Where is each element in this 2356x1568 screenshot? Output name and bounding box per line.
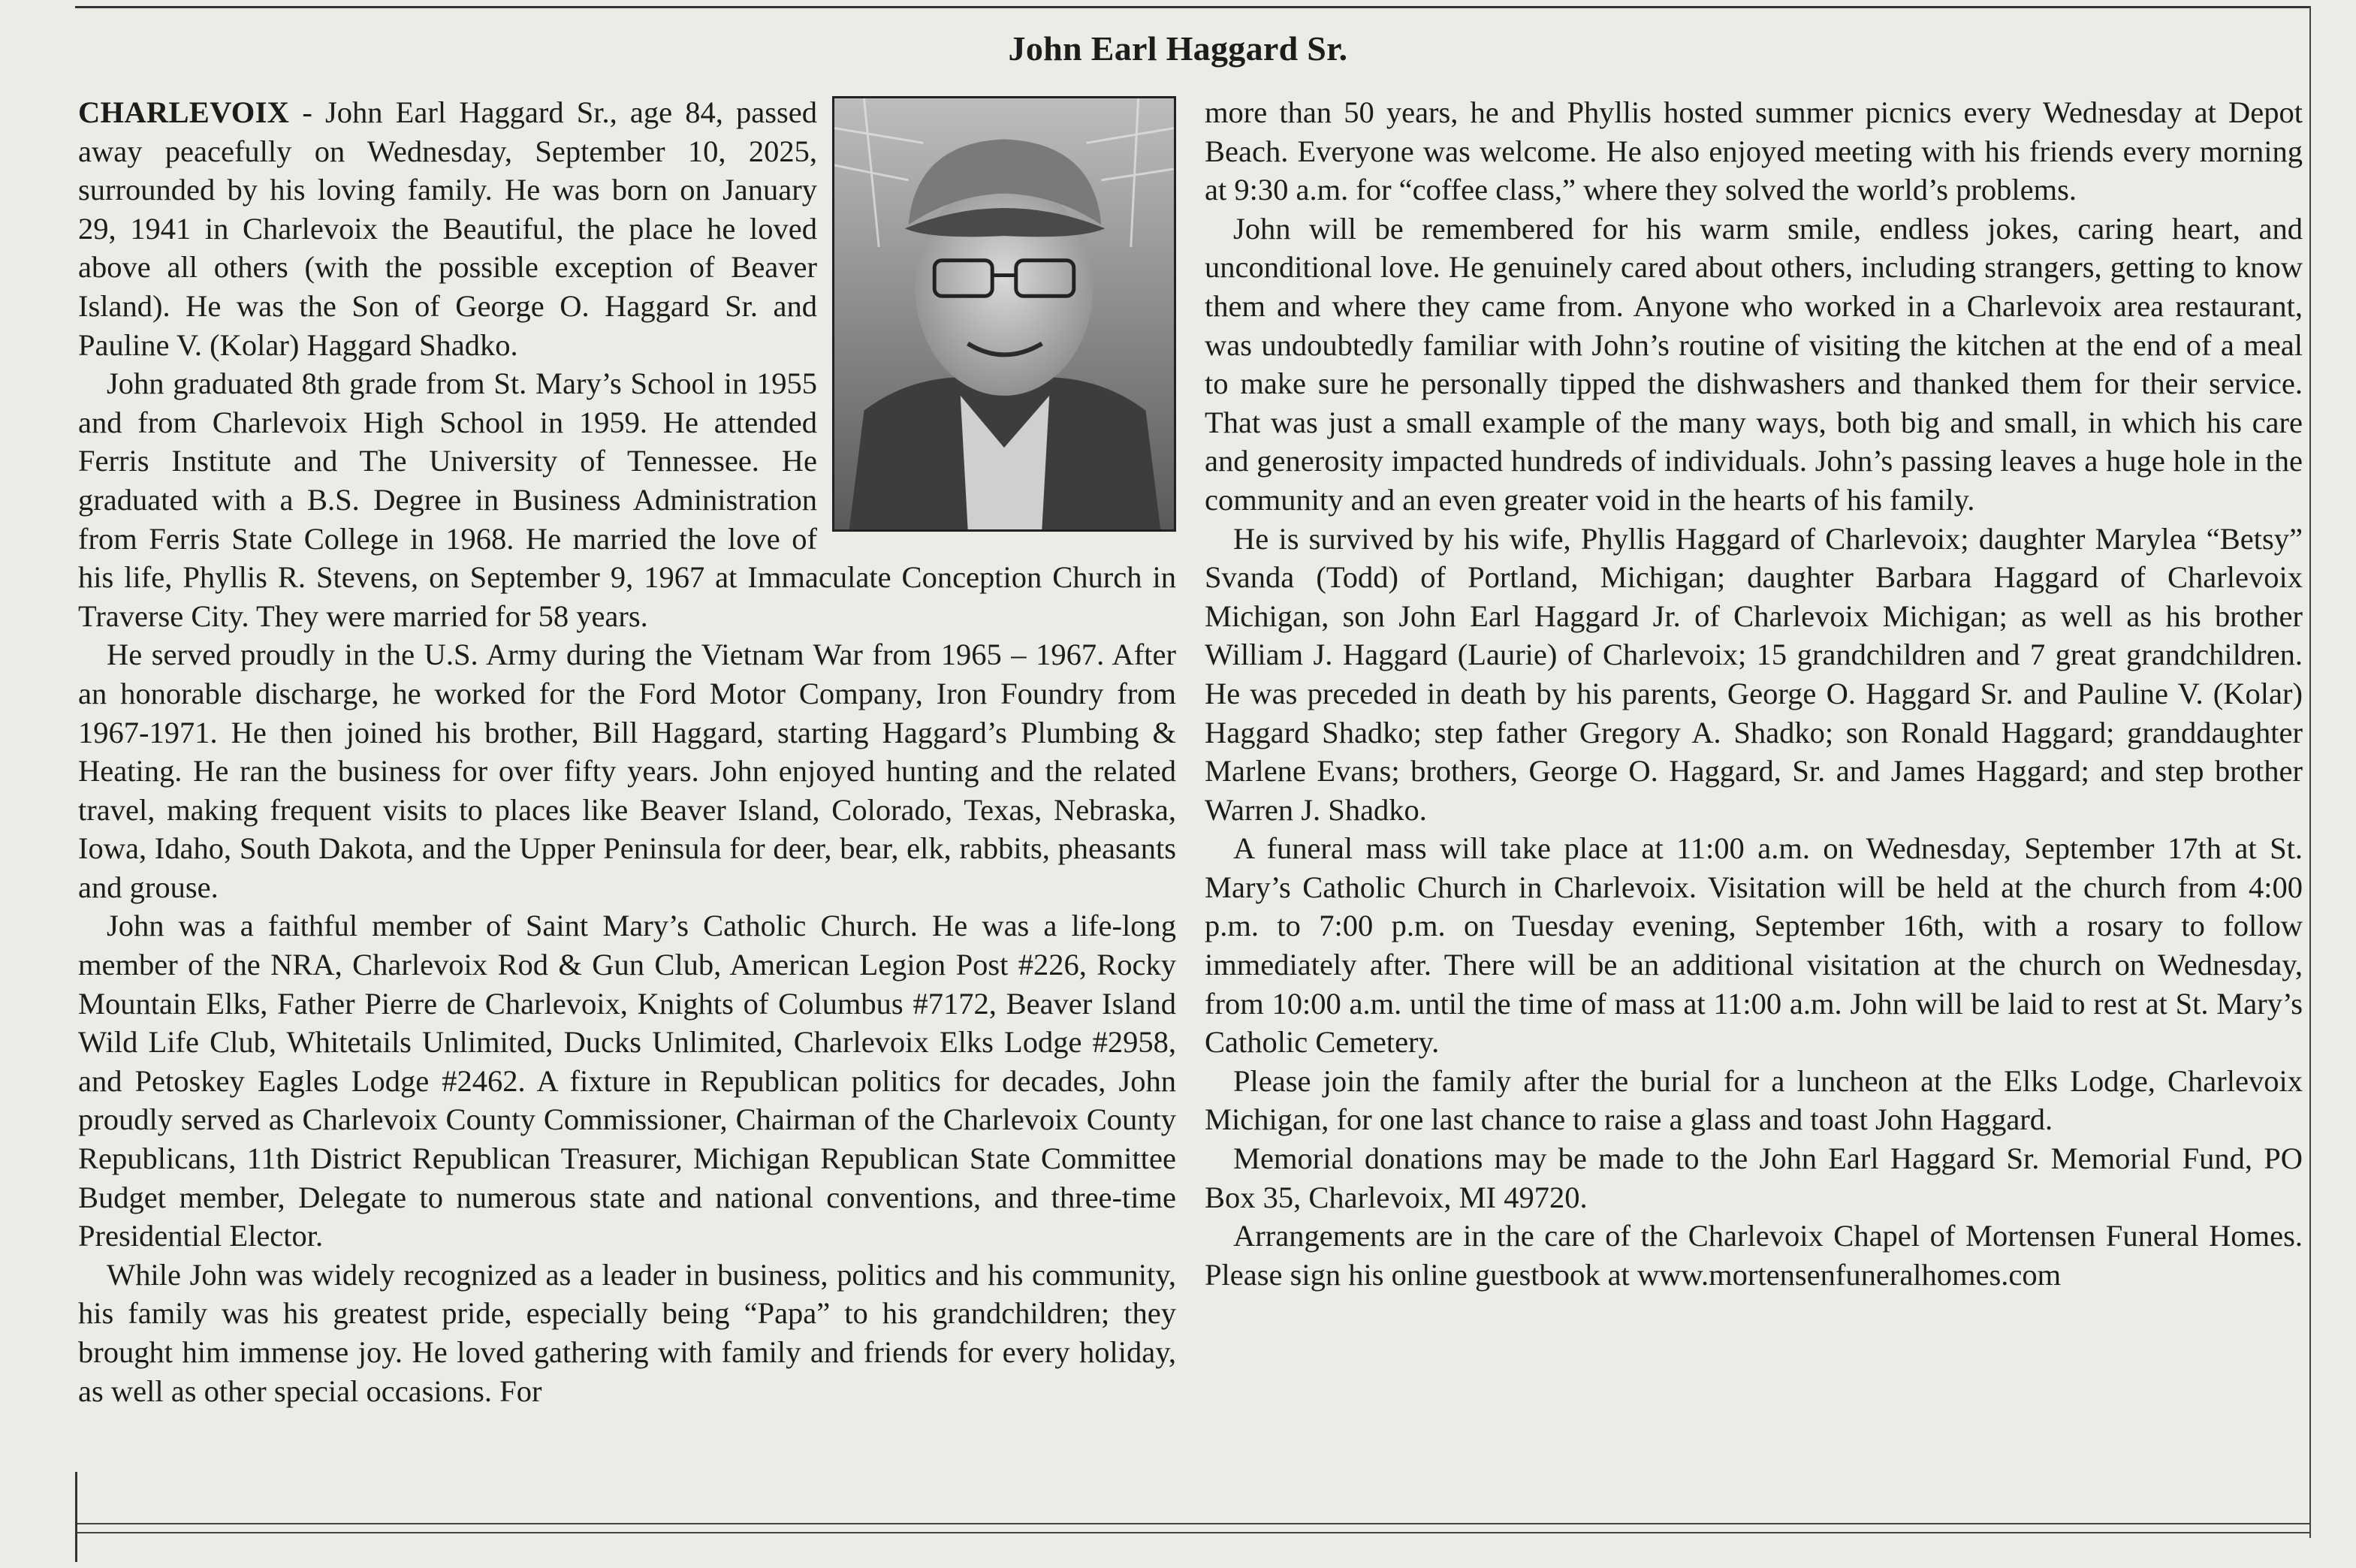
- left-edge-mark: [75, 1472, 77, 1562]
- top-rule: [75, 6, 2311, 8]
- paragraph-education: John graduated 8th grade from St. Mary’s School in 1955 and from Charlevoix High School in 1959. He attended Ferris Institute and The University of Tennessee. He graduated with a B.S. Degree in Business Administration from Ferris State College in 1968. He married the love of his life, Phyllis R. Stevens, on September 9, 1967 at Immaculate Conception Church in Traverse City. They were married for 58 years.: [78, 366, 1176, 633]
- left-column: [78, 93, 1176, 1410]
- paragraph-family: While John was widely recognized as a leader in business, politics and his community, his family was his greatest pride, especially being “Papa” to his grandchildren; they brought him immense joy. He loved gathering with family and friends for every holiday, as well as other special occasions. For: [78, 1257, 1176, 1408]
- paragraph-arrangements: Arrangements are in the care of the Charlevoix Chapel of Mortensen Funeral Homes. Please sign his online guestbook at www.mortensenfuneralhomes.com: [1205, 1219, 2303, 1292]
- paragraph-memberships: John was a faithful member of Saint Mary’s Catholic Church. He was a life-long member of the NRA, Charlevoix Rod & Gun Club, American Legion Post #226, Rocky Mountain Elks, Father Pierre de Charlevoix, Knights of Columbus #7172, Beaver Island Wild Life Club, Whitetails Unlimited, Ducks Unlimited, Charlevoix Elks Lodge #2958, and Petoskey Eagles Lodge #2462. A fixture in Republican politics for decades, John proudly served as Charlevoix County Commissioner, Chairman of the Charlevoix County Republicans, 11th District Republican Treasurer, Michigan Republican State Committee Budget member, Delegate to numerous state and national conventions, and three-time Presidential Elector.: [78, 909, 1176, 1253]
- paragraph-survived-by: He is survived by his wife, Phyllis Haggard of Charlevoix; daughter Marylea “Betsy” Svanda (Todd) of Portland, Michigan; daughter Barbara Haggard of Charlevoix Michigan, son John Earl Haggard Jr. of Charlevoix Michigan; as well as his brother William J. Haggard (Laurie) of Charlevoix; 15 grandchildren and 7 great grandchildren. He was preceded in death by his parents, George O. Haggard Sr. and Pauline V. (Kolar) Haggard Shadko; step father Gregory A. Shadko; son Ronald Haggard; granddaughter Marlene Evans; brothers, George O. Haggard, Sr. and James Haggard; and step brother Warren J. Shadko.: [1205, 521, 2303, 827]
- bottom-rule: [75, 1523, 2311, 1524]
- obituary-title: John Earl Haggard Sr.: [1008, 29, 1348, 68]
- paragraph-career: He served proudly in the U.S. Army during the Vietnam War from 1965 – 1967. After an honorable discharge, he worked for the Ford Motor Company, Iron Foundry from 1967-1971. He then joined his brother, Bill Haggard, starting Haggard’s Plumbing & Heating. He ran the business for over fifty years. John enjoyed hunting and the related travel, making frequent visits to places like Beaver Island, Colorado, Texas, Nebraska, Iowa, Idaho, South Dakota, and the Upper Peninsula for deer, bear, elk, rabbits, pheasants and grouse.: [78, 638, 1176, 904]
- dateline: CHARLEVOIX: [78, 95, 290, 129]
- right-column: [1205, 93, 2303, 1294]
- paragraph-luncheon: Please join the family after the burial for a luncheon at the Elks Lodge, Charlevoix Michigan, for one last chance to raise a glass and toast John Haggard.: [1205, 1063, 2303, 1137]
- portrait-image: [834, 98, 1174, 529]
- paragraph-remembered: John will be remembered for his warm smile, endless jokes, caring heart, and unconditional love. He genuinely cared about others, including strangers, getting to know them and where they came from. Anyone who worked in a Charlevoix area restaurant, was undoubtedly familiar with John’s routine of visiting the kitchen at the end of a meal to make sure he personally tipped the dishwashers and thanked them for their service. That was just a small example of the many ways, both big and small, in which his care and generosity impacted hundreds of individuals. John’s passing leaves a huge hole in the community and an even greater void in the hearts of his family.: [1205, 211, 2303, 517]
- paragraph-memorial: Memorial donations may be made to the John Earl Haggard Sr. Memorial Fund, PO Box 35, Charlevoix, MI 49720.: [1205, 1141, 2303, 1214]
- paragraph-picnics: more than 50 years, he and Phyllis hosted summer picnics every Wednesday at Depot Beach. Everyone was welcome. He also enjoyed meeting with his friends every morning at 9:30 a.m. for “coffee class,” where they solved the world’s problems.: [1205, 95, 2303, 207]
- right-column-rule: [2309, 6, 2311, 1538]
- paragraph-intro-text: - John Earl Haggard Sr., age 84, passed away peacefully on Wednesday, September 10, 2025, surrounded by his loving family. He was born on January 29, 1941 in Charlevoix the Beautiful, the place he loved above all others (with the possible exception of Beaver Island). He was the Son of George O. Haggard Sr. and Pauline V. (Kolar) Haggard Shadko.: [78, 95, 817, 362]
- paragraph-funeral-mass: A funeral mass will take place at 11:00 a.m. on Wednesday, September 17th at St. Mary’s Catholic Church in Charlevoix. Visitation will be held at the church from 4:00 p.m. to 7:00 p.m. on Tuesday evening, September 16th, with a rosary to follow immediately after. There will be an additional visitation at the church on Wednesday, from 10:00 a.m. until the time of mass at 11:00 a.m. John will be laid to rest at St. Mary’s Catholic Cemetery.: [1205, 831, 2303, 1060]
- portrait-photo: [832, 96, 1176, 532]
- bottom-rule-double: [75, 1532, 2311, 1533]
